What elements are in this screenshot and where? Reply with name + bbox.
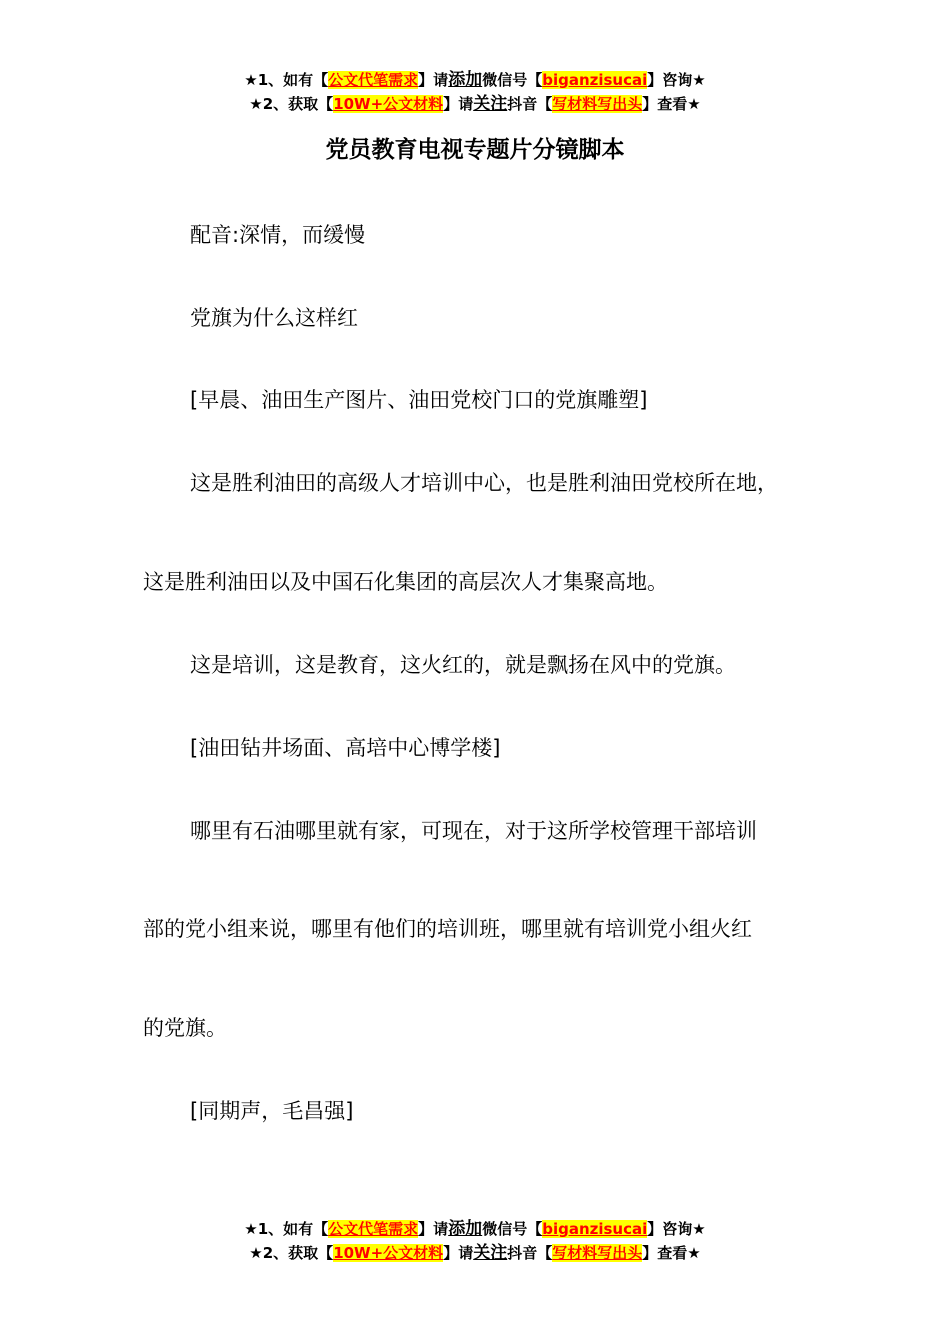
paragraph-body-1b: 这是胜利油田以及中国石化集团的高层次人才集聚高地。 bbox=[143, 570, 668, 594]
page-title: 党员教育电视专题片分镜脚本 bbox=[325, 137, 625, 163]
banner-emphasis-follow: 关注 bbox=[473, 94, 508, 114]
footer-highlight-service: 公文代笔需求 bbox=[328, 1220, 419, 1238]
paragraph-heading-flag: 党旗为什么这样红 bbox=[190, 306, 358, 330]
paragraph-voiceover: 配音:深情，而缓慢 bbox=[190, 223, 366, 247]
paragraph-scene-2: [油田钻井场面、高培中心博学楼] bbox=[190, 736, 501, 760]
banner-emphasis-add: 添加 bbox=[448, 70, 483, 90]
banner-douyin-id: 写材料写出头 bbox=[552, 95, 643, 113]
paragraph-body-3c: 的党旗。 bbox=[143, 1016, 227, 1040]
footer-highlight-materials: 10W+公文材料 bbox=[333, 1244, 444, 1262]
footer-banner-line-2: ★2、获取【10W+公文材料】请关注抖音【写材料写出头】查看★ bbox=[249, 1243, 701, 1263]
banner-line-2: ★2、获取【10W+公文材料】请关注抖音【写材料写出头】查看★ bbox=[249, 94, 701, 114]
footer-emphasis-add: 添加 bbox=[448, 1219, 483, 1239]
paragraph-body-1a: 这是胜利油田的高级人才培训中心，也是胜利油田党校所在地， bbox=[190, 471, 778, 495]
footer-douyin-id: 写材料写出头 bbox=[552, 1244, 643, 1262]
footer-emphasis-follow: 关注 bbox=[473, 1243, 508, 1263]
paragraph-body-2: 这是培训，这是教育，这火红的，就是飘扬在风中的党旗。 bbox=[190, 653, 736, 677]
paragraph-scene-3: [同期声，毛昌强] bbox=[190, 1099, 354, 1123]
paragraph-scene-1: [早晨、油田生产图片、油田党校门口的党旗雕塑] bbox=[190, 388, 648, 412]
header-banner bbox=[0, 68, 950, 116]
footer-wechat-id: biganzisucai bbox=[542, 1220, 648, 1238]
banner-line-1: ★1、如有【公文代笔需求】请添加微信号【biganzisucai】咨询★ bbox=[244, 70, 706, 90]
paragraph-body-3b: 部的党小组来说，哪里有他们的培训班，哪里就有培训党小组火红 bbox=[143, 917, 752, 941]
banner-highlight-service: 公文代笔需求 bbox=[328, 71, 419, 89]
paragraph-body-3a: 哪里有石油哪里就有家，可现在，对于这所学校管理干部培训 bbox=[190, 819, 757, 843]
footer-banner-line-1: ★1、如有【公文代笔需求】请添加微信号【biganzisucai】咨询★ bbox=[244, 1219, 706, 1239]
banner-wechat-id: biganzisucai bbox=[542, 71, 648, 89]
banner-highlight-materials: 10W+公文材料 bbox=[333, 95, 444, 113]
footer-banner bbox=[0, 1217, 950, 1265]
